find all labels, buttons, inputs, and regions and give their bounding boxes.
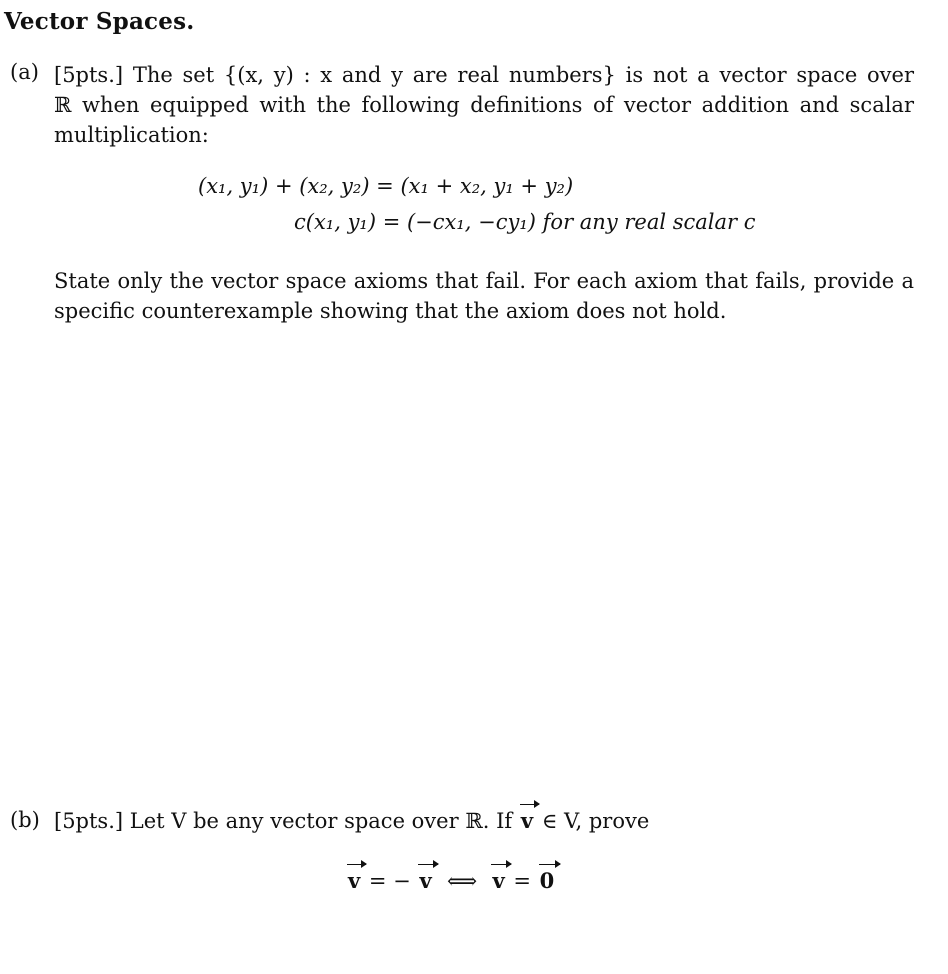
part-b-statement (54, 808, 649, 833)
vector-v-rhs: v (492, 868, 505, 893)
vector-v-neg: v (419, 868, 432, 893)
part-a-label: (a) (10, 60, 39, 84)
zero-vector: 0 (539, 868, 555, 893)
part-b-equation (346, 868, 556, 893)
part-b-label: (b) (10, 808, 40, 832)
part-a-instructions (54, 266, 914, 326)
part-b-text-after: ∈ V, prove (541, 809, 650, 833)
part-a-instruction-line-1: State only the vector space axioms that fail. For each axiom that fails, provide a (54, 269, 914, 293)
part-b-text-before: [5pts.] Let V be any vector space over ℝ. If (54, 809, 513, 833)
part-a-line-3: multiplication: (54, 123, 209, 147)
part-a-instruction-line-2: specific counterexample showing that the axiom does not hold. (54, 299, 727, 323)
addition-definition-equation: (x₁, y₁) + (x₂, y₂) = (x₁ + x₂, y₁ + y₂) (198, 174, 574, 198)
part-a-line-2: ℝ when equipped with the following definitions of vector addition and scalar (54, 93, 914, 117)
scalar-definition-equation: c(x₁, y₁) = (−cx₁, −cy₁) for any real scalar c (294, 210, 756, 234)
part-a-line-1: [5pts.] The set {(x, y) : x and y are real numbers} is not a vector space over (54, 63, 914, 87)
section-title: Vector Spaces. (4, 8, 195, 35)
iff-symbol: ⟺ (447, 869, 478, 893)
equals-sign: = (513, 869, 531, 893)
equals-negative: = − (368, 869, 411, 893)
vector-v-lhs: v (348, 868, 361, 893)
part-a-statement (54, 60, 914, 150)
vector-v-symbol: v (520, 808, 534, 833)
